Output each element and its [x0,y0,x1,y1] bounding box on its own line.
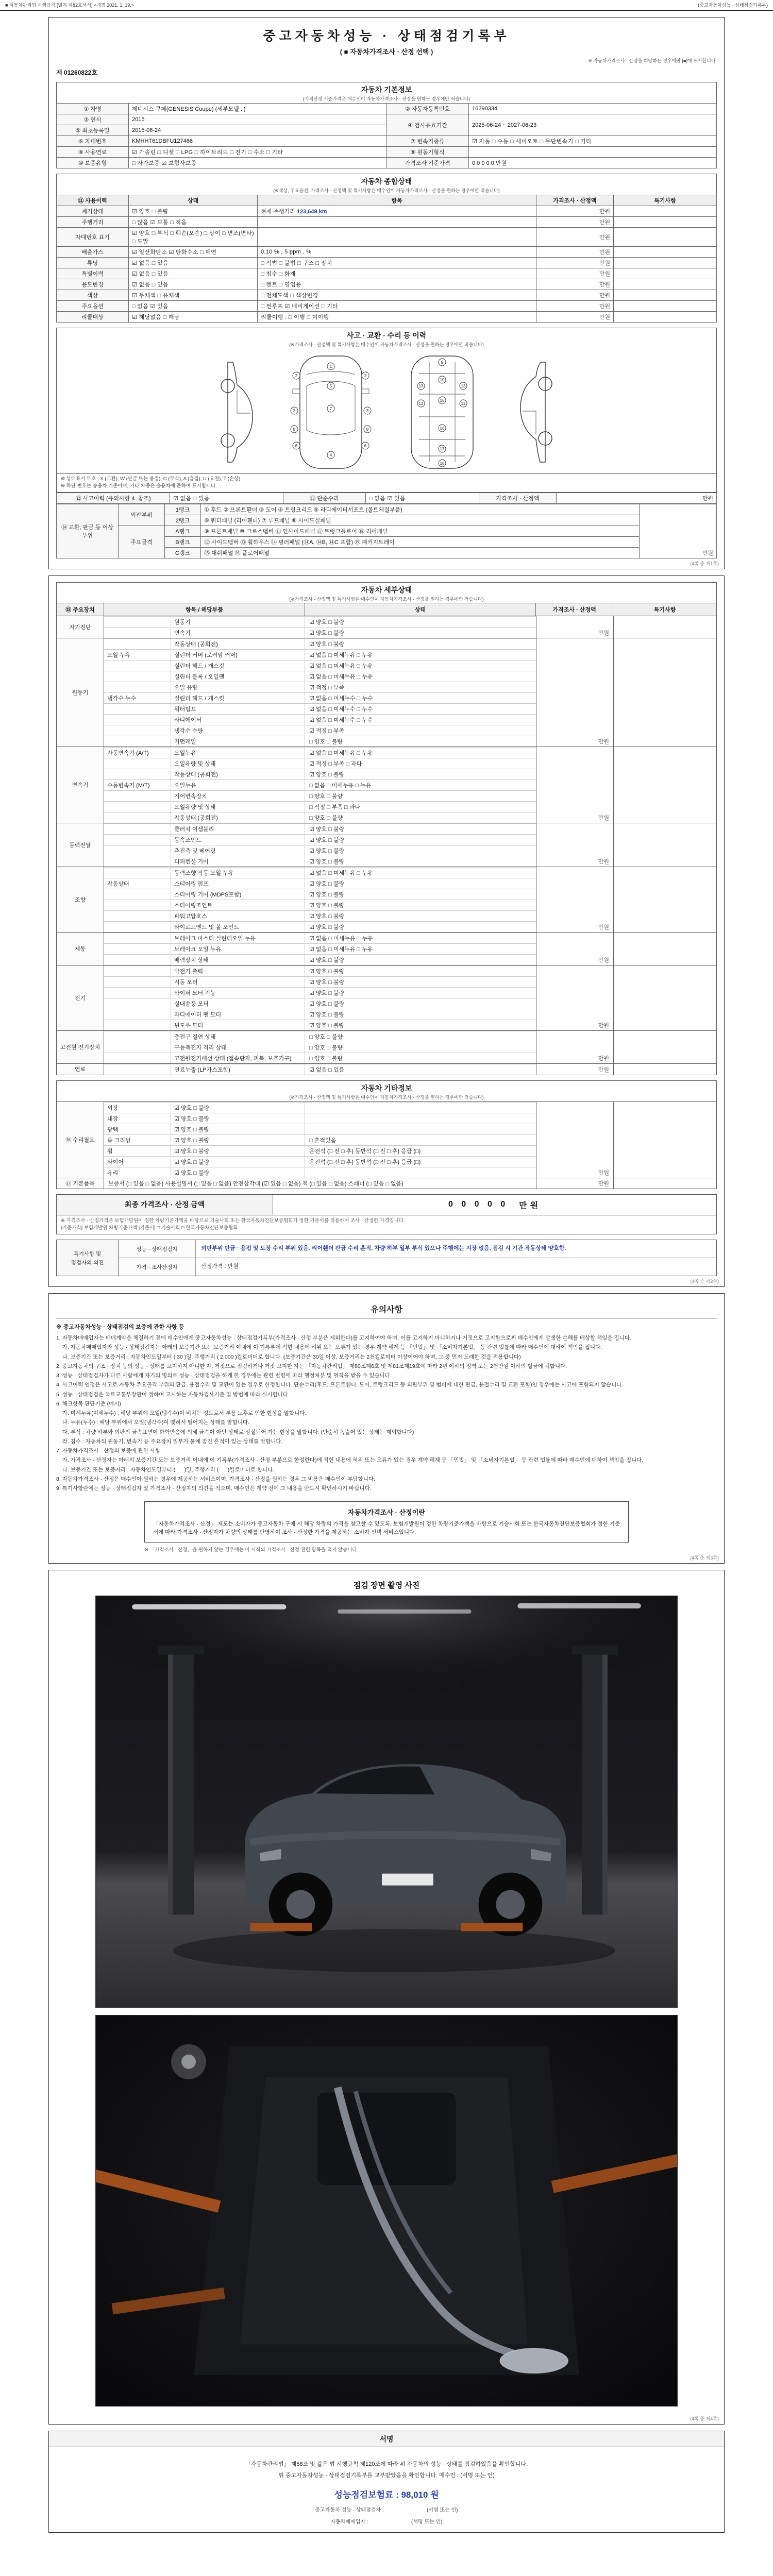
status-checkboxes[interactable]: ☑ 양호 □ 불량 [309,924,345,930]
status-checkboxes[interactable]: □ 없음 □ 미세누유 □ 누유 [309,782,372,789]
detail-row: 스티어링조인트 ☑ 양호 □ 불량 [104,900,536,910]
status-checkboxes[interactable]: □ 적정 □ 부족 □ 과다 [309,804,360,810]
detail-row: 기어변속장치 □ 양호 □ 불량 [104,790,536,801]
plate-number-value: 16290334 [469,104,717,114]
detail-row: 실린더 헤드 / 개스킷 ☑ 없음 □ 미세누유 □ 누유 [104,660,536,671]
detail-row: 디퍼렌셜 기어 ☑ 양호 □ 불량 [104,856,536,867]
extra-checkboxes[interactable] [305,1103,536,1113]
detail-row: 파워고압호스 ☑ 양호 □ 불량 [104,910,536,921]
extra-checkboxes[interactable]: □ 침수 □ 화재 [258,268,536,279]
price-cell: 만원 [536,823,613,867]
detail-row: 오일유량 및 상태 ☑ 적정 □ 부족 □ 과다 [104,758,536,769]
price-cell: 만원 [536,1102,613,1178]
table-row: 계기상태 ☑ 양호 □ 불량 현재 주행거리 123,649 km 만원 [57,206,717,217]
status-checkboxes[interactable]: ☑ 없음 □ 있음 [129,268,258,279]
detail-row: 와이퍼 모터 기능 ☑ 양호 □ 불량 [104,987,536,998]
remark-cell [613,1102,716,1178]
etc-basic-items-group: ⑰ 기본품목 보증서 (□ 있음 □ 없음) 사용설명서 (□ 있음 □ 없음) 안전삼각대 (☑ 있음 □ 없음) 잭 (□ 있음 □ 없음) 스패너 (□ 있음 □ 없음) 만원 [56,1178,717,1189]
svg-text:10: 10 [440,378,445,382]
price-cell: 만원 [536,1064,613,1075]
status-checkboxes[interactable]: ☑ 없음 □ 미세누유 □ 누유 [309,946,373,953]
status-checkboxes[interactable]: ☑ 양호 □ 불량 [309,1022,345,1029]
table-row: 색상 ☑ 무채색 □ 유채색 □ 전체도색 □ 색상변경 만원 [57,290,717,301]
table-row: ⑧ 사용연료 ☑ 가솔린 □ 디젤 □ LPG □ 하이브리드 □ 전기 □ 수소 □ 기타 ⑨ 원동기형식 [57,147,717,158]
notice-line: 다. 부식 : 차량 하부와 외판의 금속표면이 화학반응에 의해 금속이 아닌 상태로 상실되어 가는 현상을 말합니다. (단순히 녹슬어 있는 상태는 제외합니다) [56,1429,414,1435]
svg-text:7: 7 [329,406,332,411]
status-checkboxes[interactable]: ☑ 없음 □ 미세누수 □ 누수 [309,717,373,723]
status-checkboxes[interactable]: ☑ 없음 □ 미세누유 □ 누유 [309,935,373,942]
svg-text:2: 2 [364,374,367,378]
svg-text:8: 8 [293,427,296,432]
dealer-signature-line: 자동차매매업자 : (서명 또는 인) [330,2519,443,2526]
basic-items-checkboxes[interactable]: 보증서 (□ 있음 □ 없음) 사용설명서 (□ 있음 □ 없음) 안전삼각대 (☑ 있음 □ 없음) 잭 (□ 있음 □ 없음) 스패너 (□ 있음 □ 없음) [108,1180,404,1187]
price-appraisal-note: ※ 「가격조사 · 산정」을 원하지 않는 경우에는 이 서식의 가격조사 · 산정 관련 항목을 적지 않습니다. [144,1547,359,1553]
overall-condition-table [56,195,717,323]
transmission-checkboxes[interactable]: ☑ 자동 □ 수동 □ 세미오토 □ 무단변속기 □ 기타 [469,136,717,147]
detail-row: 작동상태 (공회전) ☑ 양호 □ 불량 [104,638,536,649]
notice-line: 8. 자동차가격조사 · 산정은 매수인이 원하는 경우에 제공하는 서비스이며, 가격조사 · 산정을 원하는 경우 그 비용은 매수인이 부담합니다. [56,1476,375,1482]
notice-line: 가. 가격조사 · 산정자는 아래의 보증기간 또는 보증거리 이내에 이 기록부(가격조사 · 산정 부분으로 한정한다)에 적힌 내용에 허위 또는 오류가 있는 경우 계약 해제 등 「민법」 및 「소비자기본법」 등 관련 법률에 따라 매수인에 대하여 책임을 집니다. [56,1457,644,1464]
remark-cell [613,933,716,965]
page-footer: (4쪽 중 제4쪽) [690,2416,719,2422]
section-basic-header: 자동차 기본정보 (가격산정 기준가격은 매수인이 자동차가격조사 · 산정을 원하는 경우에만 적습니다) [56,82,717,103]
inspector-comment: 외판부위 판금 · 용접 및 도장 수리 부위 있음. 리어휀더 판금 수리 흔적. 차량 하부 일부 부식 있으나 주행에는 지장 없음. 점검 시 기관 작동상태 양호함. [201,1245,566,1251]
signature-statement: 「자동차관리법」 제58조 및 같은 법 시행규칙 제120조에 따라 위 자동차의 성능 · 상태를 점검하였음을 확인합니다. [245,2461,528,2468]
remark-cell [613,1031,716,1063]
detail-row: 작동상태 (공회전) □ 양호 □ 불량 [104,812,536,823]
status-checkboxes[interactable]: ☑ 양호 □ 불량 [309,619,345,625]
status-checkboxes[interactable]: □ 양호 □ 불량 [309,815,343,821]
section-overall-header: 자동차 종합상태 (※색상, 주요옵션, 가격조사 · 산정액 및 특기사항은 매수인이 자동차가격조사 · 산정을 원하는 경우에만 적습니다) [56,174,717,195]
detail-row: 자동변속기 (A/T) 오일누유 ☑ 없음 □ 미세누유 □ 누유 [104,747,536,758]
status-checkboxes[interactable]: ☑ 양호 □ 불량 [309,968,345,975]
price-cell: 만원 [536,1031,613,1063]
inspection-validity-value: 2025-06-24 ~ 2027-06-23 [469,114,717,136]
frame-rankC-parts: ⑮ 대쉬패널 ⑯ 플로어패널 [201,547,640,558]
status-checkboxes[interactable]: ☑ 양호 □ 불량 [309,771,345,778]
notice-line: 가. 자동차매매업자와 성능 · 상태점검자는 아래의 보증기간 또는 보증거리 이내에 이 기록부에 적힌 내용에 허위 또는 오류가 있는 경우 계약 해제 등 「민법」 및 「소비자기본법」 등 관련 법률에 따라 매수인에 대하여 책임을 집니다. [56,1344,602,1351]
status-checkboxes[interactable]: ☑ 적정 □ 부족 □ 과다 [309,760,362,767]
table-row: ① 차명 제네시스 쿠페(GENESIS Coupe) (세부모델 : ) ② 자동차등록번호 16290334 [57,104,717,114]
detail-group-highvoltage: 고전원 전기장치 충전구 절연 상태 □ 양호 □ 불량 구동축전지 격리 상태 □ 양호 □ 불량 고전원전기배선 상태 (접속단자, 피복, 보호기구) □ 양호 □ 불량 만원 [56,1030,717,1064]
remark-cell [613,638,716,747]
status-checkboxes[interactable]: ☑ 없음 □ 미세누유 □ 누유 [309,652,373,658]
detail-row: 타이로드엔드 및 볼 조인트 ☑ 양호 □ 불량 [104,921,536,932]
table-row: ⑩ 보증유형 □ 자가보증 ☑ 보험사보증 가격조사 기준가격 0 0 0 0 0 만원 [57,158,717,168]
detail-row: 등속조인트 ☑ 양호 □ 불량 [104,834,536,845]
status-checkboxes[interactable]: ☑ 없음 □ 미세누수 □ 누수 [309,695,373,702]
extra-checkboxes[interactable]: □ 전체도색 □ 색상변경 [258,290,536,301]
table-row: 주행거리 □ 많음 ☑ 보통 □ 적음 만원 [57,217,717,228]
engine-type-value [469,147,717,158]
detail-row: 오일유량 및 상태 □ 적정 □ 부족 □ 과다 [104,801,536,812]
page-footer: (4쪽 중 제3쪽) [690,1555,719,1561]
status-checkboxes[interactable]: ☑ 양호 □ 불량 [309,891,345,898]
detail-row: 작동상태 스티어링 펌프 ☑ 양호 □ 불량 [104,878,536,889]
status-checkboxes[interactable]: ☑ 없음 □ 있음 [129,258,258,268]
detail-row: 시동 모터 ☑ 양호 □ 불량 [104,976,536,987]
first-registration-value: 2015-06-24 [129,125,386,136]
model-year-value: 2015 [129,114,386,125]
detail-row: 배력장치 상태 ☑ 양호 □ 불량 [104,954,536,965]
etc-row: 광택 ☑ 양호 □ 불량 [104,1124,536,1134]
appraiser-comment: 산정가격 : 만원 [201,1263,239,1269]
extra-checkboxes[interactable] [305,1167,536,1178]
inspection-insurance-premium: 성능점검보험료 : 98,010 원 [334,2490,439,2500]
document-number: 제 01260822호 [56,69,97,76]
status-checkboxes[interactable]: ☑ 양호 □ 불량 [171,1124,305,1134]
etc-row: 룸 크리닝 ☑ 양호 □ 불량 □ 흔적있음 [104,1134,536,1145]
final-price-unit: 만원 [519,1201,542,1210]
extra-checkboxes[interactable] [305,1113,536,1124]
status-checkboxes[interactable]: ☑ 없음 □ 미세누유 □ 누유 [309,870,373,876]
form-ref-left: ■ 자동차관리법 시행규칙 [별지 제82호서식] <개정 2021. 1. 19.> [5,3,134,8]
detail-group-engine: 원동기 작동상태 (공회전) ☑ 양호 □ 불량 오일 누유 실린더 커버 (로커암 커버) ☑ 없음 □ 미세누유 □ 누유 실린더 헤드 / 개스킷 ☑ 없음 □ 미세누유 □ 누유 실린더 블록 / 오일팬 ☑ 없음 □ 미세누유 □ 누유 오일 유량 ☑ 적정 □ 부족 냉각수 누수 실린더 헤드 / 개스킷 ☑ 없음 □ 미세누수 □ 누수 워터펌프 ☑ 없음 □ 미세누수 □ 누수 라디에이터 ☑ 없음 □ 미세누수 □ 누수 냉각수 수량 ☑ 적정 □ 부족 커먼레일 □ 양호 □ 불량 만원 [56,638,717,747]
detail-row: 수동변속기 (M/T) 오일누유 □ 없음 □ 미세누유 □ 누유 [104,779,536,790]
car-diagrams [56,349,717,474]
etc-row: 외장 ☑ 양호 □ 불량 [104,1102,536,1113]
svg-text:6: 6 [295,444,298,448]
svg-text:3: 3 [366,409,369,413]
table-row: 튜닝 ☑ 없음 □ 있음 □ 적법 □ 불법 □ 구조 □ 장치 만원 [57,258,717,268]
status-checkboxes[interactable]: ☑ 양호 □ 불량 [309,1001,345,1007]
signature-title: 서명 [49,2431,724,2447]
price-cell: 만원 [536,867,613,932]
status-checkboxes[interactable]: ☑ 양호 □ 불량 [309,957,345,963]
subtitle-note: ※ 자동차가격조사 · 산정을 희망하는 경우에만 [■]에 표시합니다. [588,58,717,63]
detail-row: 라디에이터 팬 모터 ☑ 양호 □ 불량 [104,1009,536,1020]
extra-checkboxes[interactable]: □ 렌트 □ 영업용 [258,279,536,290]
status-checkboxes[interactable]: ☑ 양호 □ 불량 [171,1157,305,1167]
status-checkboxes[interactable]: ☑ 양호 □ 불량 [309,880,345,887]
remark-cell [613,747,716,823]
remark-cell [613,965,716,1030]
notice-line: 나. 누유(누수) : 해당 부위에서 오일(냉각수)이 맺혀서 떨어지는 상태를 말합니다. [56,1419,250,1426]
buyer-confirmation: 위 중고자동차성능 · 상태점검기록부를 교부받았음을 확인합니다. 매수인 : (서명 또는 인) [278,2472,495,2479]
basic-info-table [56,103,717,168]
detail-group-fuel: 연료 연료누출 (LP가스포함) ☑ 없음 □ 있음 만원 [56,1063,717,1075]
page-footer: (4쪽 중 제1쪽) [690,561,719,566]
status-checkboxes[interactable]: ☑ 없음 □ 미세누유 □ 누유 [309,673,373,680]
detail-row: 브레이크 마스터 실린더오일 누유 ☑ 없음 □ 미세누유 □ 누유 [104,933,536,943]
car-side-left-diagram [217,353,263,471]
table-row: ③ 연식 2015 ④ 검사유효기간 2025-06-24 ~ 2027-06-23 [57,114,717,125]
opinion-row-appraiser: 가격 · 조사산정자 산정가격 : 만원 [119,1258,716,1276]
table-row: 주요옵션 □ 없음 ☑ 있음 □ 썬루프 ☑ 네비게이션 □ 기타 만원 [57,301,717,312]
detail-group-electrical: 전기 발전기 출력 ☑ 양호 □ 불량 시동 모터 ☑ 양호 □ 불량 와이퍼 모터 기능 ☑ 양호 □ 불량 실내송풍 모터 ☑ 양호 □ 불량 라디에이터 팬 모터 ☑ 양호 □ 불량 윈도우 모터 ☑ 양호 □ 불량 만원 [56,965,717,1031]
remark-cell [613,1178,716,1189]
table-row: 주요골격 A랭크 ⑨ 프론트패널 ⑩ 크로스멤버 ⑪ 인사이드패널 ⑰ 트렁크플로어 ⑱ 리어패널 [57,526,717,536]
detail-group-steering: 조향 동력조향 작동 오일 누유 ☑ 없음 □ 미세누유 □ 누유 작동상태 스티어링 펌프 ☑ 양호 □ 불량 스티어링 기어 (MDPS포함) ☑ 양호 □ 불량 스티어링조인트 ☑ 양호 □ 불량 파워고압호스 ☑ 양호 □ 불량 타이로드엔드 및 볼 조인트 ☑ 양호 □ 불량 만원 [56,867,717,933]
svg-text:16: 16 [440,426,445,431]
form-ref-bar [0,0,773,11]
status-checkboxes[interactable]: ☑ 양호 □ 불량 [309,630,345,636]
price-cell: 만원 [536,616,613,638]
detail-row: 냉각수 누수 실린더 헤드 / 개스킷 ☑ 없음 □ 미세누수 □ 누수 [104,692,536,703]
page-4-photos [48,1570,725,2425]
status-checkboxes[interactable]: ☑ 양호 □ 불량 [129,206,258,217]
detail-row: 발전기 출력 ☑ 양호 □ 불량 [104,965,536,976]
svg-text:6: 6 [364,444,367,448]
page-footer: (4쪽 중 제2쪽) [690,1279,719,1284]
fuel-checkboxes[interactable]: ☑ 가솔린 □ 디젤 □ LPG □ 하이브리드 □ 전기 □ 수소 □ 기타 [129,147,386,158]
detail-row: 연료누출 (LP가스포함) ☑ 없음 □ 있음 [104,1064,536,1075]
detail-row: 실내송풍 모터 ☑ 양호 □ 불량 [104,998,536,1009]
detail-row: 윈도우 모터 ☑ 양호 □ 불량 [104,1020,536,1030]
remark-cell [613,823,716,867]
page-title: 중고자동차성능 · 상태점검기록부 [263,29,510,43]
svg-text:15: 15 [440,398,445,403]
notices-subtitle: ※ 중고자동차성능 · 상태점검의 보증에 관한 사항 등 [56,1324,184,1330]
status-checkboxes[interactable]: □ 양호 □ 불량 [309,1055,343,1062]
status-checkboxes[interactable]: ☑ 양호 □ 불량 [171,1135,305,1145]
section-etc-header: 자동차 기타정보 (※가격조사 · 산정액 및 특기사항은 매수인이 자동차가격조사 · 산정을 원하는 경우에만 적습니다) [56,1080,717,1101]
detail-row: 실린더 블록 / 오일팬 ☑ 없음 □ 미세누유 □ 누유 [104,671,536,682]
price-cell: 만원 [536,1178,613,1189]
extra-checkboxes[interactable]: 0.10 % , 5 ppm , % [258,247,536,258]
price-cell: 만원 [640,504,717,558]
notice-line: 1. 자동차매매업자는 매매계약을 체결하기 전에 매수인에게 중고자동차성능 · 상태점검기록부(가격조사 · 산정 부분은 제외한다)를 고지하여야 하며, 이를 고지하지 아니하거나 거짓으로 고지함으로써 매수인에게 발생한 손해를 배상할 책임을 집니다. [56,1335,631,1341]
svg-text:13: 13 [461,384,466,388]
detail-row: 냉각수 수량 ☑ 적정 □ 부족 [104,725,536,736]
outer-rank1-parts: ① 후드 ② 프론트휀더 ③ 도어 ④ 트렁크리드 ⑤ 라디에이터서포트 (볼트체결부품) [201,504,640,515]
detail-group-powertrain: 동력전달 클러치 어셈블리 ☑ 양호 □ 불량 등속조인트 ☑ 양호 □ 불량 추진축 및 베어링 ☑ 양호 □ 불량 디퍼렌셜 기어 ☑ 양호 □ 불량 만원 [56,823,717,867]
extra-checkboxes[interactable]: □ 흔적있음 [309,1137,337,1144]
status-checkboxes[interactable]: □ 양호 □ 불량 [309,738,343,745]
notice-line: 2. 중고자동차의 구조 · 장치 등의 성능 · 상태를 고지하지 아니한 자, 거짓으로 점검하거나 거짓 고지한 자는 「자동차관리법」 제80조제6호 및 제81조제19호에 따라 2년 이하의 징역 또는 2천만원 이하의 벌금에 처합니다. [56,1363,567,1369]
etc-repair-group: ⑯ 수리필요 외장 ☑ 양호 □ 불량 내장 ☑ 양호 □ 불량 광택 ☑ 양호 □ 불량 룸 크리닝 ☑ 양호 □ 불량 □ 흔적있음 휠 ☑ 양호 □ 불량 운전석 (□ 전 □ 후) 동반석 (□ 전 □ 후) 응급 (□) 타이어 ☑ 양호 □ 불량 운전석 (□ 전 □ 후) 동반석 (□ 전 □ 후) 응급 (□) 유리 ☑ 양호 □ 불량 만원 [56,1101,717,1178]
extra-checkboxes[interactable] [305,1124,536,1134]
status-checkboxes[interactable]: ☑ 양호 □ 불량 [171,1146,305,1156]
status-checkboxes[interactable]: □ 많음 ☑ 보통 □ 적음 [129,217,258,228]
etc-row: 내장 ☑ 양호 □ 불량 [104,1113,536,1124]
etc-row: 타이어 ☑ 양호 □ 불량 운전석 (□ 전 □ 후) 동반석 (□ 전 □ 후) 응급 (□) [104,1156,536,1167]
extra-checkboxes[interactable]: 운전석 (□ 전 □ 후) 동반석 (□ 전 □ 후) 응급 (□) [309,1148,421,1155]
detail-row: 변속기 ☑ 양호 □ 불량 [104,627,536,638]
status-checkboxes[interactable]: ☑ 양호 □ 불량 [309,979,345,986]
status-checkboxes[interactable]: ☑ 없음 □ 있음 [129,279,258,290]
inspector-opinion-block: 특기사항 및 점검자의 의견 성능 · 상태점검자 외판부위 판금 · 용접 및 도장 수리 부위 있음. 리어휀더 판금 수리 흔적. 차량 하부 일부 부식 있으나 주행에는 지장 없음. 점검 시 기관 작동상태 양호함. 가격 · 조사산정자 산정가격 : 만원 [56,1240,717,1276]
car-top-view-diagram [287,353,375,471]
notice-line: 3. 성능 · 상태점검자가 다른 사람에게 자기의 명의로 성능 · 상태점검을 하게 한 경우에는 관련 법령에 따라 행정처분 및 벌칙을 받을 수 있습니다. [56,1372,392,1379]
extra-checkboxes[interactable]: 리콜이행 : □ 이행 □ 미이행 [258,312,536,323]
detail-group-selfdiagnosis: 자기진단 원동기 ☑ 양호 □ 불량 변속기 ☑ 양호 □ 불량 만원 [56,616,717,638]
notice-line: 라. 침수 : 자동차의 원동기, 변속기 등 주요장치 일부가 물에 잠긴 흔적이 있는 상태를 말합니다. [56,1438,283,1445]
status-checkboxes[interactable]: ☑ 없음 □ 미세누유 □ 누유 [309,663,373,669]
svg-text:1: 1 [329,364,332,369]
svg-text:3: 3 [293,409,296,413]
price-cell: 만원 [536,965,613,1030]
notice-line: 9. 특기사항란에는 성능 · 상태점검자 및 가격조사 · 산정자의 의견을 적으며, 매수인은 계약 전에 그 내용을 반드시 확인하시기 바랍니다. [56,1485,372,1492]
page-1 [48,17,725,569]
detail-row: 클러치 어셈블리 ☑ 양호 □ 불량 [104,823,536,834]
detail-row: 구동축전지 격리 상태 □ 양호 □ 불량 [104,1042,536,1053]
status-checkboxes[interactable]: ☑ 적정 □ 부족 [309,727,345,734]
status-checkboxes[interactable]: ☑ 양호 □ 불량 [309,848,345,854]
detail-row: 오일 누유 실린더 커버 (로커암 커버) ☑ 없음 □ 미세누유 □ 누유 [104,649,536,660]
price-appraisal-info-box: 자동차가격조사 · 산정이란 「자동차가격조사 · 산정」 제도는 소비자가 중고자동차 구매 시 해당 차량의 가격을 참고할 수 있도록, 보험개발원이 정한 차량기준가액을 바탕으로 기술사회 또는 한국자동차진단보증협회가 정한 기준서에 따라 가격조사 · 산정자가 차량의 상태를 반영하여 조사 · 산정한 가격을 제공하는 소비자 선택 서비스입니다. [144,1501,629,1543]
table-row: 용도변경 ☑ 없음 □ 있음 □ 렌트 □ 영업용 만원 [57,279,717,290]
status-checkboxes[interactable]: ☑ 양호 □ 부식 □ 훼손(오손) □ 상이 □ 변조(변타) □ 도말 [129,228,258,247]
detail-row: 원동기 ☑ 양호 □ 불량 [104,616,536,627]
form-ref-right: (중고자동차성능 · 상태점검기록부) [698,3,768,8]
odometer-value: 123,649 km [296,209,327,215]
svg-text:18: 18 [440,461,445,466]
status-checkboxes[interactable]: □ 양호 □ 불량 [309,1033,343,1040]
svg-text:12: 12 [461,401,466,406]
table-row: C랭크 ⑮ 대쉬패널 ⑯ 플로어패널 [57,547,717,558]
status-checkboxes[interactable]: ☑ 없음 □ 있음 [309,1066,345,1073]
vehicle-name-value: 제네시스 쿠페(GENESIS Coupe) (세부모델 : ) [129,104,386,114]
svg-text:8: 8 [366,427,369,432]
table-row: B랭크 ⑫ 사이드멤버 ⑬ 휠하우스 ⑭ 필러패널 (⑭A, ⑭B, ⑭C 포함) ⑲ 패키지트레이 [57,536,717,547]
notice-line: 나. 보증기간 또는 보증거리 : 자동차인도일부터 ( )일, 주행거리 ( )킬로미터로 합니다. [56,1466,275,1473]
notice-line: 4. 사고이력 인정은 사고로 자동차 주요골격 부위의 판금, 용접수리 및 교환이 있는 경우로 한정합니다. 단순수리(후드, 프론트휀더, 도어, 트렁크리드 등 외판부위 및 범퍼에 대한 판금, 용접수리 및 교환 포함)인 경우에는 사고에 포함되지 않습니다. [56,1382,624,1388]
table-header-row: ⑪ 사용이력 상태 항목 가격조사 · 산정액 특기사항 [57,195,717,206]
section-detail-header: 자동차 세부상태 (※가격조사 · 산정액 및 특기사항은 매수인이 자동차가격조사 · 산정을 원하는 경우에만 적습니다) [56,582,717,603]
status-checkboxes[interactable]: □ 없음 ☑ 있음 [129,301,258,312]
table-row: 특별이력 ☑ 없음 □ 있음 □ 침수 □ 화재 만원 [57,268,717,279]
final-price-digits: 0 0 0 0 0 [448,1200,509,1209]
table-row: 리콜대상 ☑ 해당없음 □ 해당 리콜이행 : □ 이행 □ 미이행 만원 [57,312,717,323]
photo-section-title: 점검 장면 촬영 사진 [353,1581,420,1590]
status-checkboxes[interactable]: ☑ 적정 □ 부족 [309,684,345,691]
etc-row: 휠 ☑ 양호 □ 불량 운전석 (□ 전 □ 후) 동반석 (□ 전 □ 후) 응급 (□) [104,1145,536,1156]
signature-section [48,2431,725,2533]
final-price-row: 최종 가격조사 · 산정 금액 0 0 0 0 0 만원 [56,1194,717,1215]
extra-checkboxes[interactable]: 운전석 (□ 전 □ 후) 동반석 (□ 전 □ 후) 응급 (□) [309,1159,421,1165]
detail-row: 브레이크 오일 누유 ☑ 없음 □ 미세누유 □ 누유 [104,943,536,954]
detail-row: 라디에이터 ☑ 없음 □ 미세누수 □ 누수 [104,714,536,725]
notice-line: 가. 미세누유(미세누수) : 해당 부위에 오일(냉각수)이 비치는 정도로서 부품 노후로 인한 현상을 말합니다. [56,1410,307,1417]
diagram-legend: ※ 상태표시 부호 : X (교환), W (판금 또는 용접), C (부식), A (흠집), U (요철), T (손상) ※ 하단 번호는 승용차 기준이며, 기타 차종은 승용차에 준하여 표시합니다. [56,474,717,493]
exchange-repair-table [56,504,717,558]
section-accident-header: 사고 · 교환 · 수리 등 이력 (※가격조사 · 산정액 및 특기사항은 매수인이 자동차가격조사 · 산정을 원하는 경우에만 적습니다) [56,328,717,349]
inspector-signature-line: 중고자동차 성능 · 상태점검자 : (서명 또는 인) [315,2507,458,2514]
outer-rank2-parts: ⑥ 쿼터패널 (리어휀더) ⑦ 루프패널 ⑧ 사이드실패널 [201,515,640,526]
status-checkboxes[interactable]: ☑ 양호 □ 불량 [309,1011,345,1018]
detail-group-transmission: 변속기 자동변속기 (A/T) 오일누유 ☑ 없음 □ 미세누유 □ 누유 오일유량 및 상태 ☑ 적정 □ 부족 □ 과다 작동상태 (공회전) ☑ 양호 □ 불량 수동변속기 (M/T) 오일누유 □ 없음 □ 미세누유 □ 누유 기어변속장치 □ 양호 □ 불량 오일유량 및 상태 □ 적정 □ 부족 □ 과다 작동상태 (공회전) □ 양호 □ 불량 만원 [56,747,717,823]
frame-rankA-parts: ⑨ 프론트패널 ⑩ 크로스멤버 ⑪ 인사이드패널 ⑰ 트렁크플로어 ⑱ 리어패널 [201,526,640,536]
simple-repair-checkboxes[interactable]: □ 없음 ☑ 있음 [366,493,479,503]
status-checkboxes[interactable]: ☑ 양호 □ 불량 [309,858,345,865]
table-row: 2랭크 ⑥ 쿼터패널 (리어휀더) ⑦ 루프패널 ⑧ 사이드실패널 [57,515,717,526]
extra-checkboxes[interactable]: □ 적법 □ 불법 □ 구조 □ 장치 [258,258,536,268]
page-3 [48,1293,725,1564]
price-cell: 만원 [536,933,613,965]
svg-text:2: 2 [295,374,298,378]
base-price-value: 0 0 0 0 0 만원 [469,158,717,168]
page-subtitle: ( ■ 자동차가격조사 · 산정 선택 ) [340,48,433,56]
status-checkboxes[interactable]: ☑ 양호 □ 불량 [171,1113,305,1124]
status-checkboxes[interactable]: ☑ 해당없음 □ 해당 [129,312,258,323]
status-checkboxes[interactable]: ☑ 양호 □ 불량 [309,641,345,648]
status-checkboxes[interactable]: □ 양호 □ 불량 [309,1044,343,1051]
photo-lift-front-graphic [96,1596,677,2007]
table-row: ⑤ 최초등록일 2015-06-24 [57,125,717,136]
vin-value: KMHHT61DBFU127466 [129,136,386,147]
remark-cell [613,1064,716,1075]
svg-text:9: 9 [441,360,444,365]
status-checkboxes[interactable]: ☑ 없음 □ 미세누수 □ 누수 [309,706,373,713]
status-checkboxes[interactable]: ☑ 일산화탄소 ☑ 탄화수소 □ 매연 [129,247,258,258]
accident-history-table [56,493,717,504]
notice-line: 7. 자동차가격조사 · 산정의 보증에 관한 사항 [56,1448,161,1454]
detail-row: 커먼레일 □ 양호 □ 불량 [104,736,536,747]
svg-text:13: 13 [418,384,424,388]
status-checkboxes[interactable]: ☑ 무채색 □ 유채색 [129,290,258,301]
detail-row: 추진축 및 베어링 ☑ 양호 □ 불량 [104,845,536,856]
inspection-photo-lift-front [95,1596,678,2008]
detail-row: 동력조향 작동 오일 누유 ☑ 없음 □ 미세누유 □ 누유 [104,867,536,878]
etc-row: 유리 ☑ 양호 □ 불량 [104,1167,536,1178]
table-row: 배출가스 ☑ 일산화탄소 ☑ 탄화수소 □ 매연 0.10 % , 5 ppm , % 만원 [57,247,717,258]
notice-line: 5. 성능 · 상태점검은 국토교통부장관이 정하여 고시하는 자동차검사기준 및 방법에 따라 실시합니다. [56,1391,290,1398]
detail-row: 오일 유량 ☑ 적정 □ 부족 [104,682,536,692]
status-checkboxes[interactable]: ☑ 없음 □ 미세누유 □ 누유 [309,750,373,756]
final-price-notes: ※ 가격조사 · 산정가격은 보험개발원이 정한 차량기준가액을 바탕으로 기술사회 또는 한국자동차진단보증협회가 정한 기준서를 적용하여 조사 · 산정한 가격입니다. [기준가격] 보험개발원 차량기준가액 [기준서] □ 기술사회 □ 한국자동차진단보증협회 [56,1215,717,1235]
status-checkboxes[interactable]: ☑ 양호 □ 불량 [309,902,345,909]
table-row: ⑥ 차대번호 KMHHT61DBFU127466 ⑦ 변속기종류 ☑ 자동 □ 수동 □ 세미오토 □ 무단변속기 □ 기타 [57,136,717,147]
extra-checkboxes[interactable]: □ 썬루프 ☑ 네비게이션 □ 기타 [258,301,536,312]
price-cell: 만원 [536,638,613,747]
svg-text:5: 5 [329,384,332,388]
status-checkboxes[interactable]: ☑ 양호 □ 불량 [309,913,345,920]
status-checkboxes[interactable]: ☑ 양호 □ 불량 [171,1103,305,1113]
svg-text:4: 4 [329,453,332,457]
remark-cell [613,867,716,932]
table-row: 차대번호 표기 ☑ 양호 □ 부식 □ 훼손(오손) □ 상이 □ 변조(변타) □ 도말 만원 [57,228,717,247]
table-row: ⑫ 사고이력 (유의사항 4. 참조) ☑ 없음 □ 있음 ⑬ 단순수리 □ 없음 ☑ 있음 가격조사 · 산정액 만원 [57,493,717,503]
detail-row: 작동상태 (공회전) ☑ 양호 □ 불량 [104,769,536,779]
inspection-photo-underbody [95,2015,678,2406]
opinion-row-inspector: 성능 · 상태점검자 외판부위 판금 · 용접 및 도장 수리 부위 있음. 리어휀더 판금 수리 흔적. 차량 하부 일부 부식 있으나 주행에는 지장 없음. 점검 시 기관 작동상태 양호함. [119,1240,716,1258]
notice-line: 6. 체크항목 판단기준 (예시) [56,1400,121,1407]
car-underbody-diagram [398,353,486,471]
warranty-type-checkboxes[interactable]: □ 자가보증 ☑ 보험사보증 [129,158,386,168]
status-checkboxes[interactable]: ☑ 양호 □ 불량 [309,990,345,996]
status-checkboxes[interactable]: ☑ 양호 □ 불량 [309,837,345,843]
remark-cell [613,616,716,638]
notices-title: 유의사항 [56,1300,717,1318]
detail-row: 워터펌프 ☑ 없음 □ 미세누수 □ 누수 [104,703,536,714]
notice-line: 나. 보증기간 또는 보증거리 : 자동차인도일부터 ( 30 )일, 주행거리 ( 2,000 )킬로미터로 합니다. (보증기간은 30일 이상, 보증거리는 2천킬로미터 이상이어야 하며, 그 중 먼저 도래한 것을 적용합니다) [56,1353,521,1360]
extra-checkboxes[interactable] [258,217,536,228]
table-row: ⑭ 교환, 판금 등 이상 부위 외판부위 1랭크 ① 후드 ② 프론트휀더 ③ 도어 ④ 트렁크리드 ⑤ 라디에이터서포트 (볼트체결부품) 만원 [57,504,717,515]
detail-table-header: ⑮ 주요장치 항목 / 해당부품 상태 가격조사 · 산정액 특기사항 [56,603,717,616]
svg-text:17: 17 [440,447,445,451]
svg-text:12: 12 [418,401,424,406]
car-side-right-diagram [510,353,556,471]
frame-rankB-parts: ⑫ 사이드멤버 ⑬ 휠하우스 ⑭ 필러패널 (⑭A, ⑭B, ⑭C 포함) ⑲ 패키지트레이 [201,536,640,547]
extra-checkboxes[interactable] [258,228,536,247]
price-cell: 만원 [536,747,613,823]
photo-underbody-graphic [96,2015,677,2406]
status-checkboxes[interactable]: □ 양호 □ 불량 [309,793,343,800]
detail-row: 스티어링 기어 (MDPS포함) ☑ 양호 □ 불량 [104,889,536,900]
accident-history-checkboxes[interactable]: ☑ 없음 □ 있음 [170,493,283,503]
status-checkboxes[interactable]: ☑ 양호 □ 불량 [309,826,345,833]
page-2 [48,575,725,1287]
detail-row: 충전구 절연 상태 □ 양호 □ 불량 [104,1031,536,1042]
status-checkboxes[interactable]: ☑ 양호 □ 불량 [171,1167,305,1178]
detail-row: 고전원전기배선 상태 (접속단자, 피복, 보호기구) □ 양호 □ 불량 [104,1053,536,1063]
notices-body [56,1334,717,1493]
detail-group-brake: 제동 브레이크 마스터 실린더오일 누유 ☑ 없음 □ 미세누유 □ 누유 브레이크 오일 누유 ☑ 없음 □ 미세누유 □ 누유 배력장치 상태 ☑ 양호 □ 불량 만원 [56,932,717,965]
